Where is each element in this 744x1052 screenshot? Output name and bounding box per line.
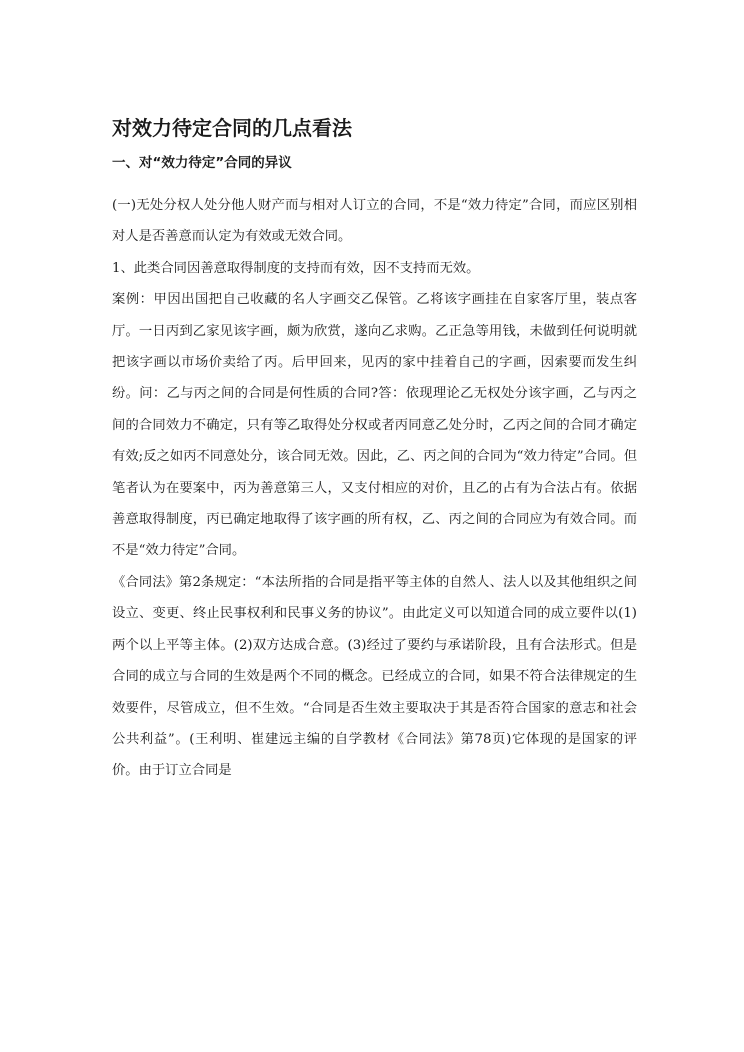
paragraph-contract-law: 《合同法》第2条规定：“本法所指的合同是指平等主体的自然人、法人以及其他组织之间设立、变更、终止民事权利和民事义务的协议”。由此定义可以知道合同的成立要件以(1)两个以上平等主体。(2)双方达成合意。(3)经过了要约与承诺阶段，且有合法形式。但是合同的成立与合同的生效是两个不同的概念。已经成立的合同，如果不符合法律规定的生效要件，尽管成立，但不生效。“合同是否生效主要取决于其是否符合国家的意志和社会公共利益”。(王利明、崔建远主编的自学教材《合同法》第78页)它体现的是国家的评价。由于订立合同是 bbox=[112, 574, 637, 779]
document-body bbox=[112, 190, 637, 787]
paragraph-case-example: 案例：甲因出国把自己收藏的名人字画交乙保管。乙将该字画挂在自家客厅里，装点客厅。一日丙到乙家见该字画，颇为欣赏，遂向乙求购。乙正急等用钱，未做到任何说明就把该字画以市场价卖给了丙。后甲回来，见丙的家中挂着自己的字画，因索要而发生纠纷。问：乙与丙之间的合同是何性质的合同?答：依现理论乙无权处分该字画，乙与丙之间的合同效力不确定，只有等乙取得处分权或者丙同意乙处分时，乙丙之间的合同才确定有效;反之如丙不同意处分，该合同无效。因此，乙、丙之间的合同为“效力待定”合同。但笔者认为在要案中，丙为善意第三人，又支付相应的对价，且乙的占有为合法占有。依据善意取得制度，丙已确定地取得了该字画的所有权，乙、丙之间的合同应为有效合同。而不是“效力待定”合同。 bbox=[112, 292, 637, 559]
document-title: 对效力待定合同的几点看法 bbox=[112, 116, 352, 140]
paragraph-2: 1、此类合同因善意取得制度的支持而有效，因不支持而无效。 bbox=[112, 260, 480, 276]
section-heading: 一、对“效力待定”合同的异议 bbox=[112, 155, 292, 171]
paragraph-1: (一)无处分权人处分他人财产而与相对人订立的合同，不是“效力待定”合同，而应区别相对人是否善意而认定为有效或无效合同。 bbox=[112, 198, 637, 245]
